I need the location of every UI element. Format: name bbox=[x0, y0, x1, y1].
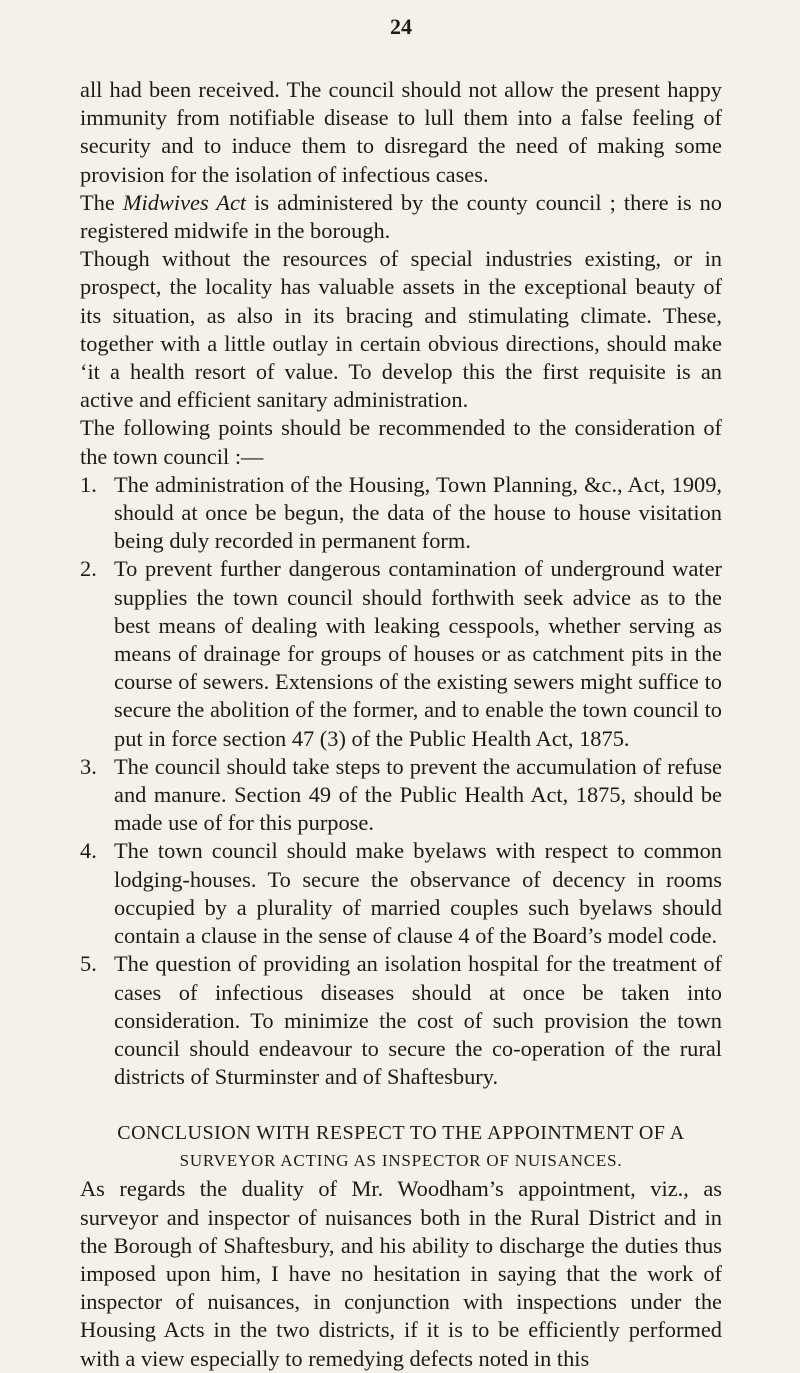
list-item-number: 2. bbox=[80, 556, 97, 582]
paragraph-continuation: all had been received. The council should not allow the present happy immunity from notifiable disease to lull them into a false feeling of security and to induce them to disregard the need of making some provision for the isolation of infectious cases. bbox=[80, 77, 722, 187]
list-item-text: The council should take steps to prevent the accumulation of refuse and manure. Section 49 of the Public Health Act, 1875, should be made use of for this purpose. bbox=[114, 753, 722, 836]
list-item bbox=[80, 837, 722, 950]
list-item-number: 1. bbox=[80, 471, 97, 497]
paragraph-recommendations-intro: The following points should be recommended to the consideration of the town council :— bbox=[80, 415, 722, 469]
paragraph-midwives-pre: The bbox=[80, 189, 123, 215]
paragraph-midwives bbox=[80, 189, 722, 245]
recommendations-list bbox=[80, 471, 722, 1091]
section-heading bbox=[80, 1119, 722, 1175]
paragraph-conclusion: As regards the duality of Mr. Woodham’s appointment, viz., as surveyor and inspector of nuisances both in the Rural District and in the Borough of Shaftesbury, and his ability to discharge the duties thus imposed upon him, I have no hesitation in saying that the work of inspector of nuisances, in conjunction with inspections under the Housing Acts in the two districts, if it is to be efficiently performed with a view especially to remedying defects noted in this bbox=[80, 1176, 722, 1371]
list-item-text: The administration of the Housing, Town Planning, &c., Act, 1909, should at once be begun, the data of the house to house visitation being duly recorded in permanent form. bbox=[114, 471, 722, 554]
list-item-text: To prevent further dangerous contamination of underground water supplies the town council should forthwith seek advice as to the best means of dealing with leaking cesspools, whether serving as means of drainage for groups of houses or as catchment pits in the course of sewers. Extensions of the existing sewers might suffice to secure the abolition of the former, and to enable the town council to put in force section 47 (3) of the Public Health Act, 1875. bbox=[114, 556, 722, 751]
list-item bbox=[80, 555, 722, 752]
list-item-text: The town council should make byelaws with respect to common lodging-houses. To secure the observance of decency in rooms occupied by a plurality of married couples such byelaws should contain a clause in the sense of clause 4 of the Board’s model code. bbox=[114, 838, 722, 949]
list-item-number: 4. bbox=[80, 838, 97, 864]
list-item bbox=[80, 471, 722, 556]
section-heading-line2: SURVEYOR ACTING AS INSPECTOR OF NUISANCES. bbox=[179, 1151, 623, 1171]
paragraph-health-resort: Though without the resources of special industries existing, or in prospect, the locality has valuable assets in the exceptional beauty of its situation, as also in its bracing and stimulating climate. These, together with a little outlay in certain obvious directions, should make ‘it a health resort of value. To develop this the first requisite is an active and efficient sanitary administration. bbox=[80, 246, 722, 413]
list-item-text: The question of providing an isolation hospital for the treatment of cases of infectious diseases should at once be taken into consideration. To minimize the cost of such provision the town council should endeavour to secure the co-operation of the rural districts of Sturminster and of Shaftesbury. bbox=[114, 951, 722, 1090]
list-item bbox=[80, 950, 722, 1091]
list-item-number: 5. bbox=[80, 951, 97, 977]
section-heading-line1: CONCLUSION WITH RESPECT TO THE APPOINTMENT OF A bbox=[117, 1122, 685, 1145]
page-number: 24 bbox=[390, 14, 412, 39]
midwives-act-title: Midwives Act bbox=[122, 189, 247, 215]
list-item bbox=[80, 753, 722, 838]
list-item-number: 3. bbox=[80, 753, 97, 779]
paragraph-midwives-post: is administered by the county council ; there is no registered midwife in the borough. bbox=[80, 189, 722, 244]
